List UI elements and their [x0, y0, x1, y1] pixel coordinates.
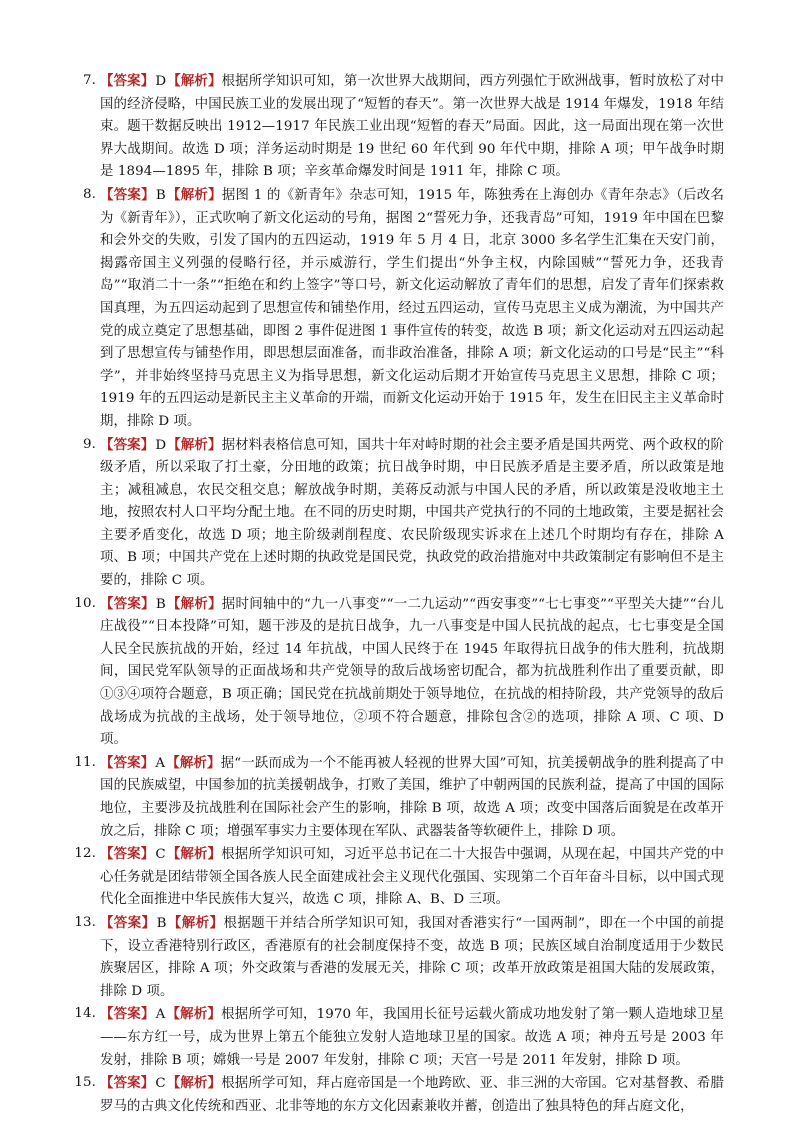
answer-label: 【答案】 — [100, 914, 156, 931]
analysis-label: 【解析】 — [166, 1075, 222, 1092]
answer-item — [74, 912, 724, 1003]
answer-label: 【答案】 — [100, 73, 155, 89]
analysis-label: 【解析】 — [166, 595, 222, 612]
analysis-text: 据时间轴中的“九一八事变”“一二九运动”“西安事变”“七七事变”“平型关大捷”“台儿庄战役”“日本投降”可知，题干涉及的是抗日战争，九一八事变是中国人民抗战的起点，七七事变是全国人民全民族抗战的开始，经过 14 年抗战，中国人民终于在 1945 年取得抗日战争的伟大胜利，抗战期间，国民党军队领导的正面战场和共产党领导的敌后战场密切配合，都为抗战胜利作出了重要贡献，即①③④项符合题意，B 项正确；国民党在抗战前期处于领导地位，在抗战的相持阶段，共产党领导的敌后战场成为抗战的主战场，处于领导地位，②项不符合题意，排除包含②的选项，排除 A 项、C 项、D 项。 — [100, 596, 725, 748]
question-number: 12. — [74, 846, 96, 862]
answer-choice: B — [156, 915, 167, 931]
analysis-label: 【解析】 — [167, 73, 222, 89]
answer-choice: A — [155, 1007, 166, 1023]
answer-item — [74, 434, 724, 593]
answer-label: 【答案】 — [100, 186, 155, 203]
question-number: 9. — [83, 436, 96, 452]
answer-choice: C — [155, 847, 166, 863]
analysis-text: 根据题干并结合所学知识可知，我国对香港实行“一国两制”，即在一个中国的前提下，设立香港特别行政区，香港原有的社会制度保持不变，故选 B 项；民族区域自治制度适用于少数民族聚居区，排除 A 项；外交政策与香港的发展无关，排除 C 项；改革开放政策是祖国大陆的发展政策，排除 D 项。 — [100, 915, 724, 999]
question-number: 15. — [74, 1075, 96, 1091]
answer-item — [74, 593, 724, 752]
answer-choice: B — [155, 187, 166, 203]
answer-label: 【答案】 — [100, 436, 155, 453]
answer-list — [74, 70, 724, 1118]
answer-item — [74, 752, 724, 843]
analysis-text: 根据所学可知，拜占庭帝国是一个地跨欧、亚、非三洲的大帝国。它对基督教、希腊罗马的古典文化传统和西亚、北非等地的东方文化因素兼收并蓄，创造出了独具特色的拜占庭文化， — [100, 1076, 724, 1114]
answer-label: 【答案】 — [100, 754, 155, 771]
analysis-text: 根据所学知识可知，第一次世界大战期间，西方列强忙于欧洲战事，暂时放松了对中国的经济侵略，中国民族工业的发展出现了“短暂的春天”。第一次世界大战是 1914 年爆发，1918 年结束。题干数据反映出 1912—1917 年民族工业出现“短暂的春天”局面。因此，这一局面出现在第一次世界大战期间。故选 D 项；洋务运动时期是 19 世纪 60 年代到 90 年代中期，排除 A 项；甲午战争时期是 1894—1895 年，排除 B 项；辛亥革命爆发时间是 1911 年，排除 C 项。 — [100, 74, 724, 180]
question-number: 13. — [74, 914, 96, 930]
answer-item — [74, 843, 724, 912]
question-number: 10. — [74, 595, 96, 611]
answer-item — [74, 184, 724, 434]
answer-choice: A — [155, 755, 166, 771]
analysis-text: 据图 1 的《新青年》杂志可知，1915 年，陈独秀在上海创办《青年杂志》（后改名为《新青年》），正式吹响了新文化运动的号角，据图 2“誓死力争，还我青岛”可知，1919 年中国在巴黎和会外交的失败，引发了国内的五四运动，1919 年 5 月 4 日，北京 3000 多名学生汇集在天安门前，揭露帝国主义列强的侵略行径，并示威游行，学生们提出“外争主权，内除国贼”“誓死力争，还我青岛”“取消二十一条”“拒绝在和约上签字”等口号，新文化运动解放了青年们的思想，启发了青年们探索救国真理，为五四运动起到了思想宣传和铺垫作用，经过五四运动，宣传马克思主义成为潮流，为中国共产党的成立奠定了思想基础，即图 2 事件促进图 1 事件宣传的转变，故选 B 项；新文化运动对五四运动起到了思想宣传与铺垫作用，即思想层面准备，而非政治准备，排除 A 项；新文化运动的口号是“民主”“科学”，并非始终坚持马克思主义为指导思想，新文化运动后期才开始宣传马克思主义思想，排除 C 项；1919 年的五四运动是新民主主义革命的开端，而新文化运动开始于 1915 年，发生在旧民主主义革命时期，排除 D 项。 — [100, 187, 725, 429]
answer-choice: B — [155, 596, 166, 612]
question-number: 7. — [83, 73, 96, 88]
analysis-label: 【解析】 — [167, 436, 222, 453]
answer-item — [74, 70, 724, 184]
answer-label: 【答案】 — [100, 1006, 155, 1023]
analysis-text: 据材料表格信息可知，国共十年对峙时期的社会主要矛盾是国共两党、两个政权的阶级矛盾，所以采取了打土豪，分田地的政策；抗日战争时期，中日民族矛盾是主要矛盾，所以政策是地主；减租减息，农民交租交息；解放战争时期，美蒋反动派与中国人民的矛盾，所以政策是没收地主土地，按照农村人口平均分配土地。在不同的历史时期，中国共产党执行的不同的土地政策，主要是据社会主要矛盾变化，故选 D 项；地主阶级剥削程度、农民阶级现实诉求在上述几个时期均有存在，排除 A 项、B 项；中国共产党在上述时期的执政党是国民党，执政党的政治措施对中共政策制定有影响但不是主要的，排除 C 项。 — [100, 437, 724, 589]
analysis-text: 据“一跃而成为一个不能再被人轻视的世界大国”可知，抗美援朝战争的胜利提高了中国的民族威望，中国参加的抗美援朝战争，打败了美国，维护了中朝两国的民族利益，提高了中国的国际地位，主要涉及抗战胜利在国际社会产生的影响，排除 B 项，故选 A 项；改变中国落后面貌是在改革开放之后，排除 C 项；增强军事实力主要体现在军队、武器装备等软硬件上，排除 D 项。 — [100, 755, 724, 839]
answer-label: 【答案】 — [100, 595, 155, 612]
question-number: 14. — [74, 1006, 96, 1022]
answer-label: 【答案】 — [100, 846, 155, 863]
answer-choice: D — [155, 437, 167, 453]
answer-choice: D — [155, 74, 167, 89]
question-number: 11. — [74, 754, 96, 770]
analysis-text: 根据所学知识可知，习近平总书记在二十大报告中强调，从现在起，中国共产党的中心任务就是团结带领全国各族人民全面建成社会主义现代化强国、实现第二个百年奋斗目标，以中国式现代化全面推进中华民族伟大复兴，故选 C 项，排除 A、B、D 三项。 — [100, 847, 724, 908]
question-number: 8. — [83, 186, 96, 202]
analysis-label: 【解析】 — [166, 186, 222, 203]
analysis-label: 【解析】 — [166, 846, 222, 863]
answer-item — [74, 1003, 724, 1072]
answer-item — [74, 1072, 724, 1118]
answer-label: 【答案】 — [100, 1075, 155, 1092]
analysis-label: 【解析】 — [166, 1006, 222, 1023]
analysis-label: 【解析】 — [167, 914, 224, 931]
analysis-label: 【解析】 — [166, 754, 221, 771]
answer-choice: C — [155, 1076, 166, 1092]
analysis-text: 根据所学可知，1970 年，我国用长征号运载火箭成功地发射了第一颗人造地球卫星——东方红一号，成为世界上第五个能独立发射人造地球卫星的国家。故选 A 项；神舟五号是 2003 年发射，排除 B 项；嫦娥一号是 2007 年发射，排除 C 项；天宫一号是 2011 年发射，排除 D 项。 — [100, 1007, 724, 1068]
